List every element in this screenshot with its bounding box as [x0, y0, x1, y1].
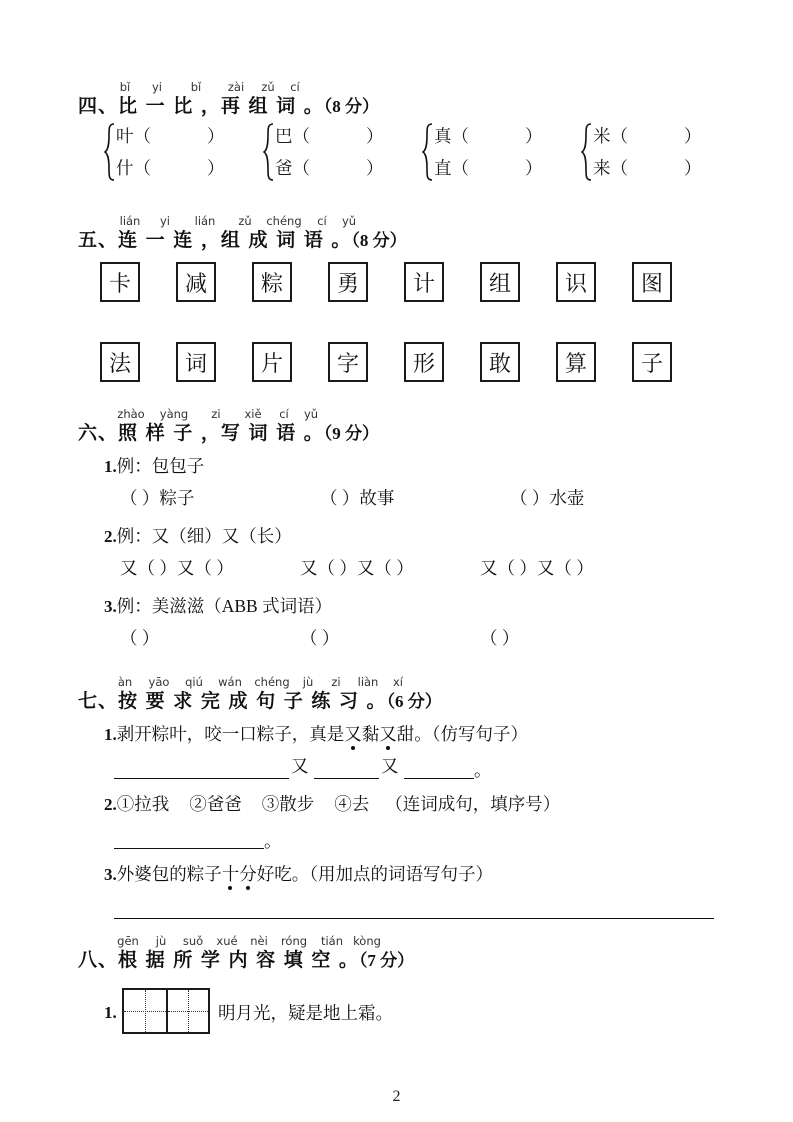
match-char-box[interactable]: 粽 — [252, 262, 292, 302]
section-eight-title-row — [78, 945, 414, 972]
section-four-index: 四、 — [78, 95, 119, 117]
pinyin-syllable: yi — [151, 80, 162, 94]
s6-q1-blank-3[interactable] — [510, 485, 584, 510]
emphasis-word — [222, 864, 257, 884]
pinyin-syllable: chéng — [266, 214, 302, 228]
section-five-score: （8 分） — [351, 231, 407, 250]
prompt-text: 好吃。 — [256, 864, 310, 884]
pinyin-syllable: zài — [227, 80, 245, 94]
compare-group-3 — [422, 123, 543, 181]
pinyin-syllable: róng — [280, 934, 308, 948]
pinyin-syllable: yi — [159, 214, 170, 228]
compare-group-2-rows — [274, 123, 384, 181]
s7-q2-answer-period — [264, 828, 282, 853]
s7-q3-prompt — [104, 861, 493, 886]
compare-char: 巴（ — [275, 126, 310, 146]
compare-group-4-rows — [592, 123, 702, 181]
pinyin-syllable: zǔ — [238, 214, 252, 228]
period-text: 。 — [474, 760, 492, 780]
compare-char: 米（ — [593, 126, 628, 146]
s6-q2-blank-2[interactable] — [300, 555, 414, 580]
s6-q3-blank-2[interactable] — [300, 625, 339, 650]
s6-q1-example-line — [104, 453, 204, 478]
connector-text: 又 — [381, 756, 399, 776]
pinyin-syllable: wán — [218, 675, 242, 689]
compare-paren-close[interactable]: ） — [684, 158, 702, 178]
emphasis-char-text: 又 — [379, 724, 397, 744]
emphasis-dot-icon — [386, 746, 390, 750]
match-char-box[interactable]: 敢 — [480, 342, 520, 382]
tianzige-grid[interactable] — [122, 988, 210, 1034]
emphasis-dot-icon — [351, 746, 355, 750]
compare-char: 爸（ — [275, 158, 310, 178]
question-number: 1. — [104, 725, 117, 744]
blank-item[interactable]: 又（ ）又（ ） — [480, 558, 594, 578]
match-char-box[interactable]: 计 — [404, 262, 444, 302]
section-five — [78, 212, 718, 376]
compare-group-1 — [104, 123, 225, 181]
s7-q1-answer-word-1 — [291, 753, 309, 778]
pinyin-syllable: bǐ — [119, 80, 131, 94]
section-five-title-row — [78, 225, 407, 252]
prompt-text: 黏 — [361, 724, 380, 744]
pinyin-syllable: qiú — [185, 675, 203, 689]
pinyin-syllable: nèi — [250, 934, 268, 948]
s6-q2-example-line — [104, 523, 292, 548]
match-char-box[interactable]: 勇 — [328, 262, 368, 302]
answer-rule[interactable] — [114, 778, 289, 779]
pinyin-syllable: cí — [279, 407, 289, 421]
pinyin-syllable: zi — [331, 675, 341, 689]
prompt-hint: （用加点的词语写句子） — [309, 864, 493, 884]
prompt-text: 甜。 — [396, 724, 432, 744]
pinyin-syllable: bǐ — [190, 80, 202, 94]
section-six-score: （9 分） — [323, 424, 379, 443]
blank-item[interactable]: （ ）水壶 — [510, 488, 585, 508]
s6-q2-blank-3[interactable] — [480, 555, 594, 580]
compare-paren-close[interactable]: ） — [525, 158, 543, 178]
pinyin-syllable: yǔ — [303, 407, 319, 421]
match-char-box[interactable]: 识 — [556, 262, 596, 302]
compare-row — [116, 155, 225, 181]
match-char-box[interactable]: 组 — [480, 262, 520, 302]
compare-row — [116, 123, 225, 149]
pinyin-syllable: xué — [216, 934, 238, 948]
section-six — [78, 405, 718, 648]
question-number: 1. — [104, 1003, 117, 1022]
page-number: 2 — [392, 1088, 401, 1105]
word-token: ④去 — [334, 794, 370, 814]
compare-char: 叶（ — [116, 126, 151, 146]
prompt-text: 外婆包的粽子 — [116, 864, 222, 884]
pinyin-syllable: yāo — [148, 675, 170, 689]
question-number: 1. — [104, 457, 117, 476]
question-number: 3. — [104, 597, 117, 616]
compare-paren-close[interactable]: ） — [525, 126, 543, 146]
emphasis-dot-icon — [246, 886, 250, 890]
compare-row — [434, 123, 543, 149]
s7-q1-prompt — [104, 721, 528, 746]
compare-row — [593, 155, 702, 181]
answer-rule[interactable] — [114, 848, 264, 849]
blank-item[interactable]: （ ） — [480, 628, 520, 648]
match-row-top — [100, 262, 672, 302]
word-token: ②爸爸 — [189, 794, 242, 814]
section-six-title-row — [78, 418, 379, 445]
match-char-box[interactable]: 减 — [176, 262, 216, 302]
pinyin-syllable: yǔ — [341, 214, 357, 228]
emphasis-dot-icon — [228, 886, 232, 890]
compare-char: 真（ — [434, 126, 469, 146]
brace-icon — [104, 123, 115, 181]
pinyin-syllable: yàng — [159, 407, 189, 421]
match-char-box[interactable]: 片 — [252, 342, 292, 382]
pinyin-syllable: jù — [155, 934, 167, 948]
s6-q2-blank-1[interactable] — [120, 555, 234, 580]
blank-item[interactable]: （ ） — [300, 628, 340, 648]
section-four-heading — [78, 78, 718, 124]
section-four-title-row — [78, 91, 379, 118]
section-eight-heading — [78, 932, 718, 978]
word-token: ①拉我 — [116, 794, 170, 814]
tianzige-cell[interactable] — [166, 990, 208, 1032]
s6-q1-blank-2[interactable] — [320, 485, 394, 510]
section-seven-index: 七、 — [78, 690, 119, 712]
section-eight-title: 根 据 所 学 内 容 填 空 。 — [118, 949, 359, 971]
compare-group-3-rows — [433, 123, 543, 181]
section-seven — [78, 673, 718, 884]
pinyin-syllable: àn — [117, 675, 133, 689]
brace-icon — [263, 123, 274, 181]
section-five-heading — [78, 212, 718, 258]
compare-group-1-rows — [115, 123, 225, 181]
example-text: 例：又（细）又（长） — [116, 526, 292, 546]
pinyin-syllable: kòng — [353, 934, 381, 948]
question-number: 2. — [104, 795, 117, 814]
s7-q1-answer-period — [474, 757, 492, 782]
emphasis-word-text: 十分 — [221, 864, 257, 884]
compare-char: 来（ — [593, 158, 628, 178]
example-text: 例：包包子 — [116, 456, 205, 476]
match-char-box[interactable]: 子 — [632, 342, 672, 382]
emphasis-char — [379, 724, 397, 744]
section-seven-title: 按 要 求 完 成 句 子 练 习 。 — [118, 690, 387, 712]
match-row-bottom — [100, 342, 672, 382]
compare-row — [593, 123, 702, 149]
pinyin-syllable: tián — [320, 934, 344, 948]
prompt-hint: （仿写句子） — [431, 724, 528, 744]
s7-q2-prompt — [104, 791, 560, 816]
question-number: 3. — [104, 865, 117, 884]
pinyin-syllable: zǔ — [261, 80, 275, 94]
section-four-title: 比 一 比 ，再 组 词 。 — [118, 95, 324, 117]
match-char-box[interactable]: 法 — [100, 342, 140, 382]
compare-row — [275, 155, 384, 181]
compare-paren-close[interactable]: ） — [684, 126, 702, 146]
compare-row — [434, 155, 543, 181]
pinyin-syllable: liàn — [357, 675, 379, 689]
prompt-hint: （连词成句，填序号） — [385, 794, 561, 814]
compare-char: 直（ — [434, 158, 469, 178]
match-char-box[interactable]: 卡 — [100, 262, 140, 302]
tianzige-cell[interactable] — [124, 990, 166, 1032]
blank-item[interactable]: （ ）故事 — [320, 488, 395, 508]
blank-item[interactable]: 又（ ）又（ ） — [300, 558, 414, 578]
brace-icon — [581, 123, 592, 181]
section-eight-score: （7 分） — [358, 951, 415, 970]
match-char-box[interactable]: 词 — [176, 342, 216, 382]
match-char-box[interactable]: 算 — [556, 342, 596, 382]
section-seven-score: （6 分） — [386, 692, 442, 711]
compare-paren-close[interactable]: ） — [366, 126, 384, 146]
pinyin-syllable: lián — [194, 214, 216, 228]
question-number: 2. — [104, 527, 117, 546]
answer-rule[interactable] — [114, 918, 714, 919]
compare-paren-close[interactable]: ） — [207, 158, 225, 178]
section-four — [78, 78, 718, 178]
section-seven-heading — [78, 673, 718, 719]
pinyin-syllable: cí — [290, 80, 300, 94]
brace-icon — [422, 123, 433, 181]
pinyin-syllable: zi — [211, 407, 221, 421]
s8-q1-text — [218, 1000, 393, 1025]
pinyin-syllable: zhào — [117, 407, 145, 421]
pinyin-syllable: jù — [302, 675, 314, 689]
match-char-box[interactable]: 形 — [404, 342, 444, 382]
s6-q3-blank-1[interactable] — [120, 625, 159, 650]
section-six-heading — [78, 405, 718, 451]
example-text: 例：美滋滋（ABB 式词语） — [116, 596, 333, 616]
connector-text: 又 — [291, 756, 309, 776]
poem-text: 明月光，疑是地上霜。 — [218, 1003, 393, 1023]
section-five-index: 五、 — [78, 229, 119, 251]
s8-q1-number — [104, 1002, 117, 1023]
match-char-box[interactable]: 字 — [328, 342, 368, 382]
answer-rule[interactable] — [314, 778, 379, 779]
pinyin-syllable: chéng — [254, 675, 290, 689]
s6-q1-blank-1[interactable] — [120, 485, 194, 510]
blank-item[interactable]: （ ） — [120, 628, 160, 648]
section-five-title: 连 一 连 ，组 成 词 语 。 — [118, 229, 352, 251]
s6-q3-example-line — [104, 593, 332, 618]
compare-group-4 — [581, 123, 702, 181]
compare-char: 什（ — [116, 158, 151, 178]
pinyin-syllable: cí — [317, 214, 327, 228]
compare-row — [275, 123, 384, 149]
compare-paren-close[interactable]: ） — [366, 158, 384, 178]
period-text: 。 — [264, 831, 282, 851]
blank-item[interactable]: （ ）粽子 — [120, 488, 195, 508]
word-token: ③散步 — [261, 794, 315, 814]
compare-paren-close[interactable]: ） — [207, 126, 225, 146]
section-six-title: 照 样 子 ，写 词 语 。 — [118, 422, 324, 444]
answer-rule[interactable] — [404, 778, 474, 779]
s6-q3-blank-3[interactable] — [480, 625, 519, 650]
pinyin-syllable: lián — [119, 214, 141, 228]
pinyin-syllable: xí — [392, 675, 403, 689]
blank-item[interactable]: 又（ ）又（ ） — [120, 558, 234, 578]
prompt-text: 剥开粽叶，咬一口粽子，真是 — [116, 724, 345, 744]
compare-group-2 — [263, 123, 384, 181]
s7-q1-answer-word-2 — [381, 753, 399, 778]
section-eight-index: 八、 — [78, 949, 119, 971]
section-eight — [78, 932, 718, 1023]
pinyin-syllable: xiě — [244, 407, 262, 421]
section-six-index: 六、 — [78, 422, 119, 444]
match-char-box[interactable]: 图 — [632, 262, 672, 302]
section-four-score: （8 分） — [323, 97, 379, 116]
emphasis-char-text: 又 — [344, 724, 362, 744]
emphasis-char — [344, 724, 362, 744]
pinyin-syllable: suǒ — [182, 934, 204, 948]
section-seven-title-row — [78, 686, 442, 713]
pinyin-syllable: gēn — [117, 934, 139, 948]
